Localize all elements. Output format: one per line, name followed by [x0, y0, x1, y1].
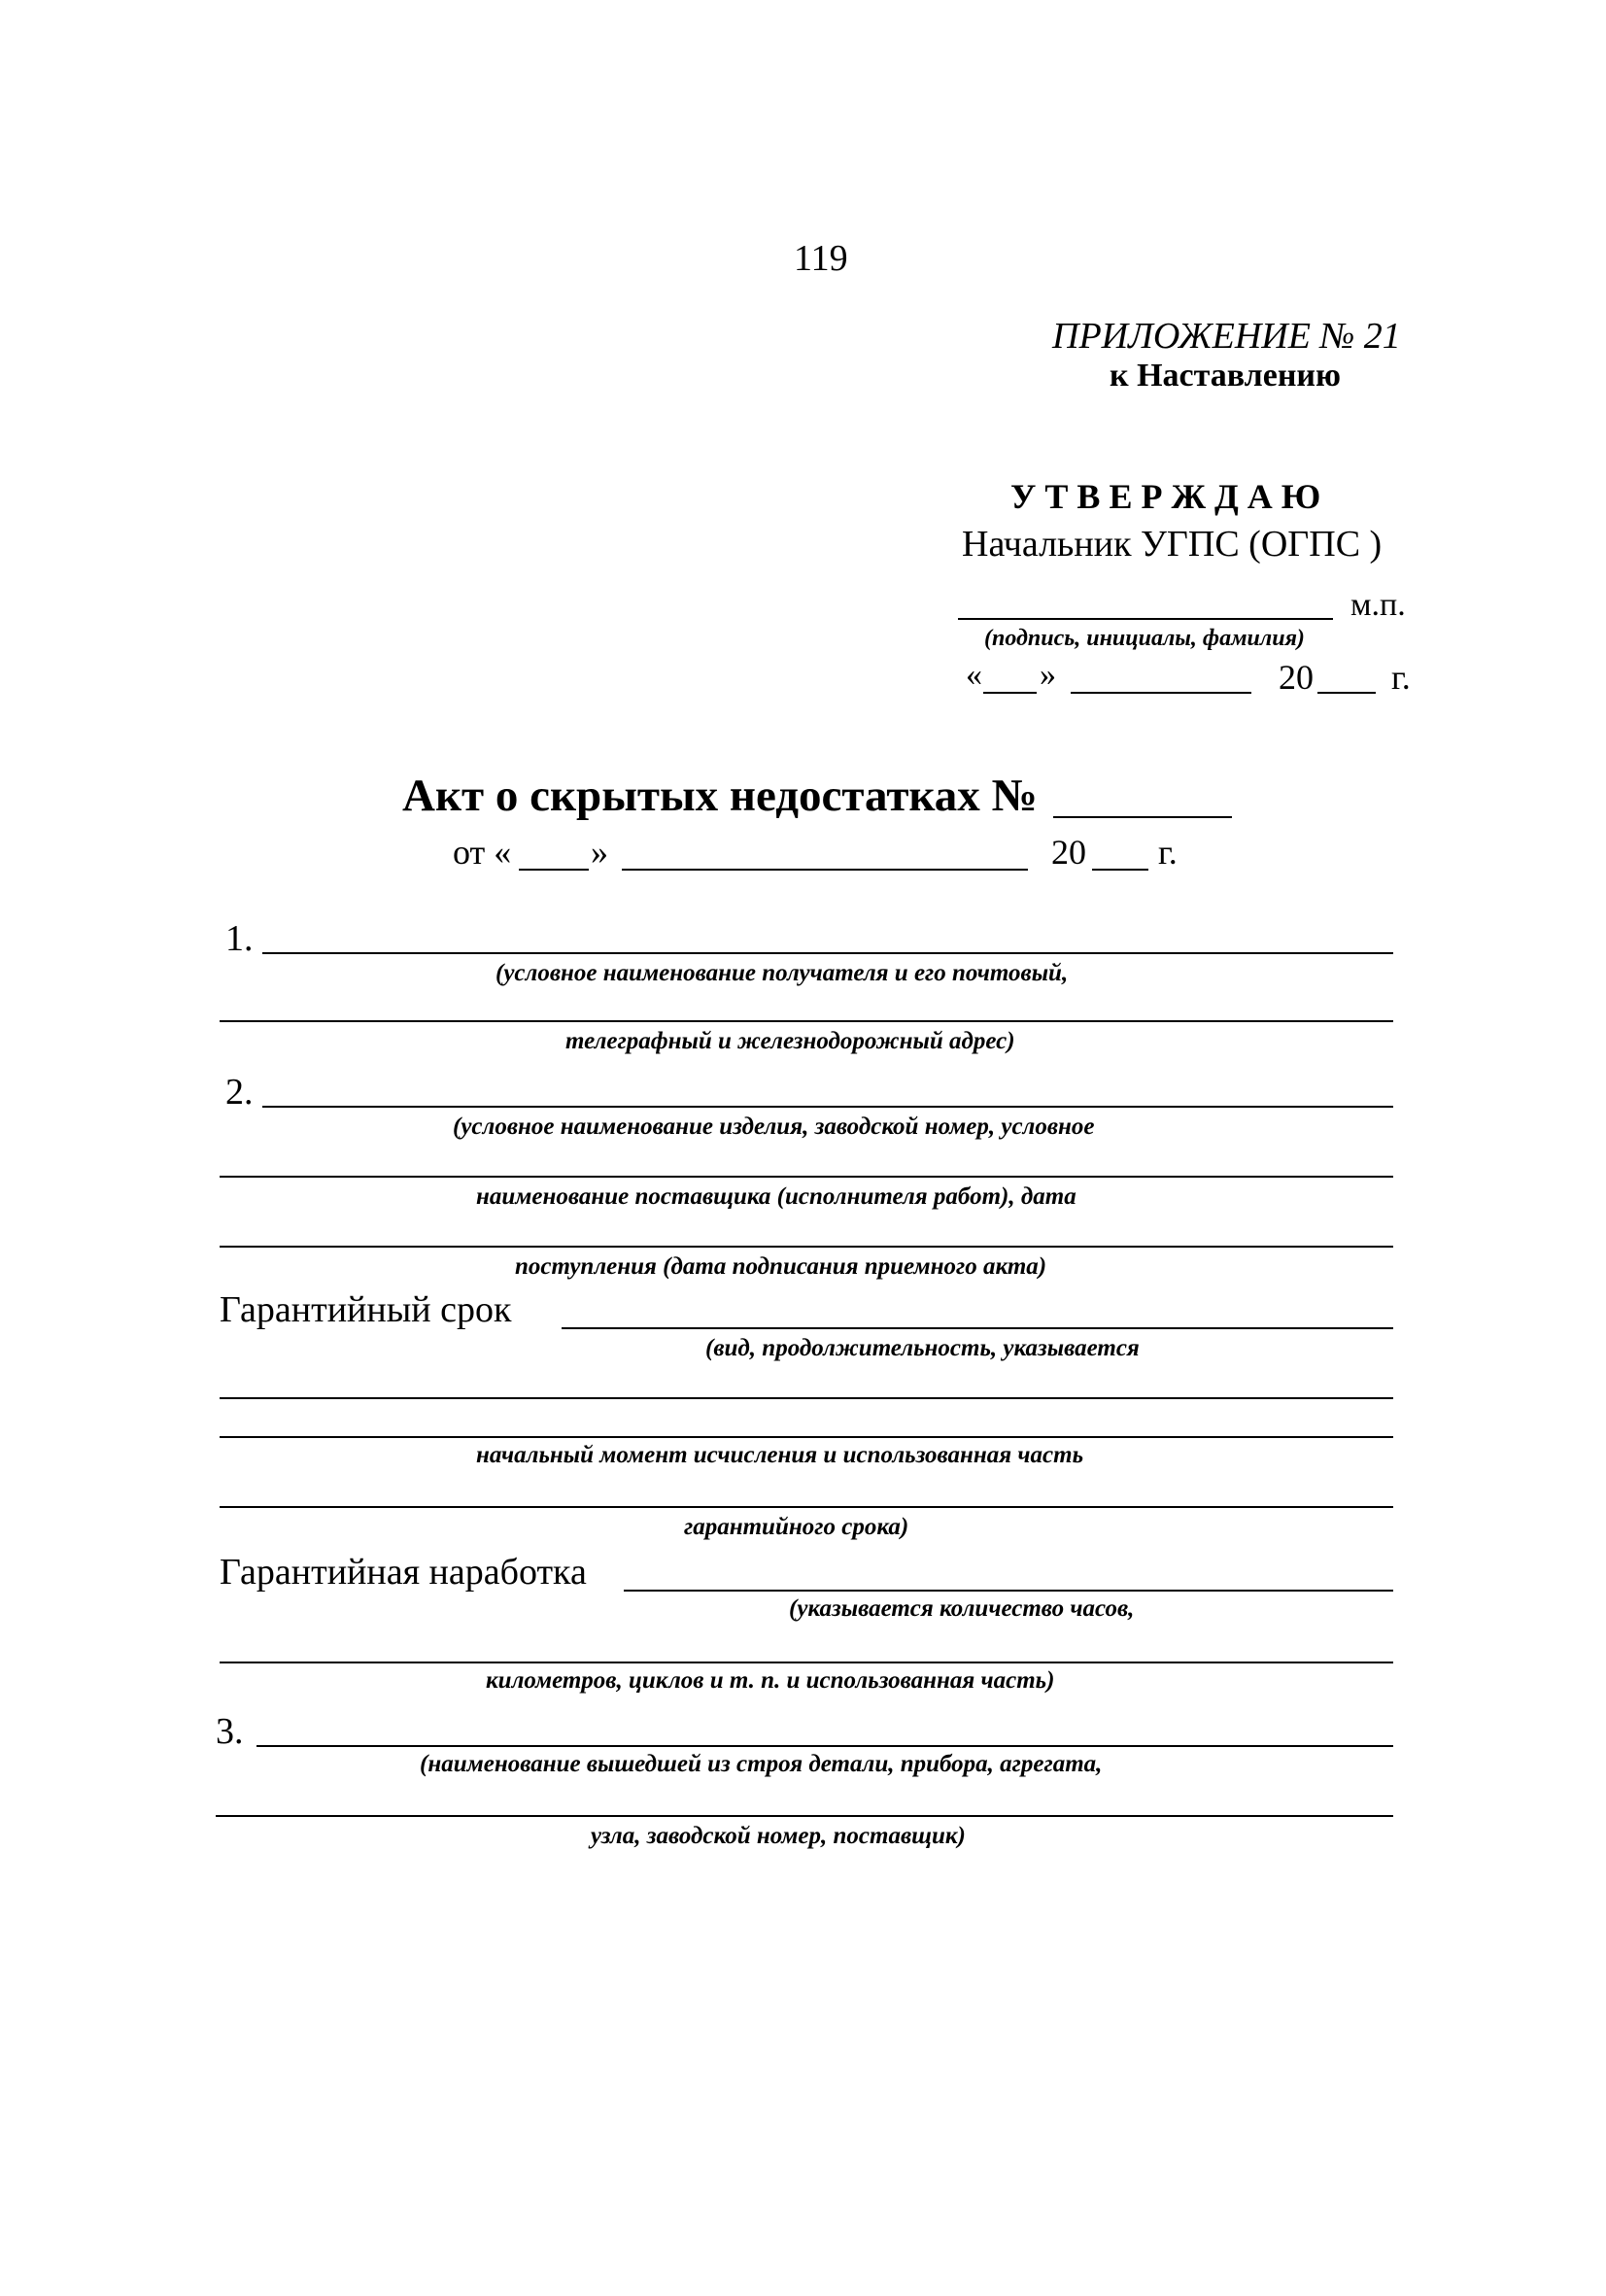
warranty-operating-line-2[interactable] [220, 1662, 1393, 1663]
act-year-prefix: 20 [1051, 833, 1086, 872]
act-number-line[interactable] [1053, 816, 1232, 818]
warranty-period-caption-b: начальный момент исчисления и использованная часть [476, 1442, 1083, 1468]
act-from-close-quote: » [591, 833, 608, 872]
act-year-line[interactable] [1092, 869, 1148, 871]
approval-date-open-quote: « [966, 657, 982, 693]
approval-year-line[interactable] [1317, 692, 1376, 694]
section-1-caption-b: телеграфный и железнодорожный адрес) [565, 1028, 1015, 1054]
section-3-caption-a: (наименование вышедшей из строя детали, прибора, агрегата, [420, 1751, 1103, 1777]
approval-month-line[interactable] [1071, 692, 1251, 694]
section-1-caption-a: (условное наименование получателя и его почтовый, [495, 960, 1069, 986]
signature-line[interactable] [958, 618, 1333, 620]
appendix-title: ПРИЛОЖЕНИЕ № 21 [1052, 316, 1401, 357]
warranty-period-label: Гарантийный срок [220, 1289, 512, 1330]
act-from-label: от « [453, 833, 512, 872]
section-2-line-1[interactable] [262, 1106, 1393, 1108]
warranty-period-caption-a: (вид, продолжительность, указывается [705, 1335, 1140, 1361]
page-number: 119 [794, 238, 848, 279]
section-3-number: 3. [216, 1711, 244, 1752]
section-2-line-3[interactable] [220, 1246, 1393, 1248]
section-1-number: 1. [225, 918, 254, 959]
warranty-operating-caption-a: (указывается количество часов, [789, 1595, 1135, 1622]
warranty-period-line-1[interactable] [562, 1327, 1393, 1329]
warranty-operating-line-1[interactable] [624, 1590, 1393, 1592]
section-1-line-2[interactable] [220, 1020, 1393, 1022]
act-day-line[interactable] [519, 869, 589, 871]
approval-year-suffix: г. [1391, 658, 1411, 697]
act-title: Акт о скрытых недостатках № [402, 771, 1038, 821]
approval-day-line[interactable] [983, 692, 1037, 694]
warranty-period-line-3[interactable] [220, 1436, 1393, 1438]
section-2-line-2[interactable] [220, 1176, 1393, 1178]
seal-label: м.п. [1350, 587, 1406, 623]
section-2-caption-c: поступления (дата подписания приемного акта) [515, 1253, 1047, 1280]
warranty-period-caption-c: гарантийного срока) [684, 1514, 909, 1540]
section-1-line-1[interactable] [262, 952, 1393, 954]
warranty-period-line-2[interactable] [220, 1397, 1393, 1399]
warranty-operating-label: Гарантийная наработка [220, 1552, 587, 1593]
warranty-period-line-4[interactable] [220, 1506, 1393, 1508]
appendix-subtitle: к Наставлению [1110, 358, 1341, 394]
section-2-caption-b: наименование поставщика (исполнителя работ), дата [476, 1183, 1076, 1210]
approval-position: Начальник УГПС (ОГПС ) [962, 524, 1383, 565]
act-month-line[interactable] [622, 869, 1028, 871]
approval-heading: У Т В Е Р Ж Д А Ю [1010, 477, 1321, 516]
approval-year-prefix: 20 [1279, 658, 1314, 697]
section-3-line-2[interactable] [216, 1815, 1393, 1817]
warranty-operating-caption-b: километров, циклов и т. п. и использованная часть) [486, 1667, 1055, 1694]
act-year-suffix: г. [1158, 833, 1178, 872]
section-3-line-1[interactable] [256, 1745, 1393, 1747]
approval-date-close-quote: » [1040, 657, 1056, 693]
section-3-caption-b: узла, заводской номер, поставщик) [591, 1823, 966, 1849]
section-2-caption-a: (условное наименование изделия, заводской номер, условное [453, 1114, 1095, 1140]
signature-caption: (подпись, инициалы, фамилия) [984, 626, 1305, 651]
section-2-number: 2. [225, 1072, 254, 1113]
